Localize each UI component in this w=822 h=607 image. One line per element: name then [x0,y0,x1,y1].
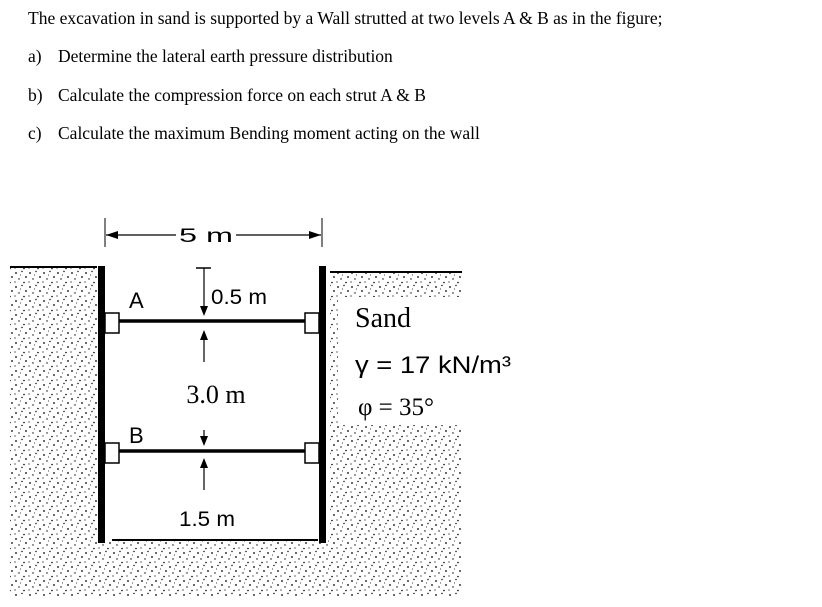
strut-b-label: B [129,423,144,448]
soil-bottom [97,540,330,596]
top-offset-label: 0.5 m [211,286,267,309]
strut-b-right-plate [305,443,319,463]
strut-a-right-plate [305,313,319,333]
part-a-marker: a) [28,46,42,66]
left-wall [98,266,105,543]
question-part-c [28,123,480,144]
friction-angle-label: φ = 35° [358,394,435,421]
unit-weight-label: γ = 17 kN/m³ [355,352,512,379]
strut-b-left-plate [105,443,119,463]
top-offset-arrow [200,306,208,316]
strut-a-left-plate [105,313,119,333]
spacing-arrow-up [200,330,208,340]
width-arrow-right [309,231,321,239]
excavation-figure [0,200,822,607]
spacing-label: 3.0 m [186,380,246,409]
strut-a-label: A [129,288,144,313]
question-part-b [28,85,426,106]
soil-name: Sand [355,303,411,334]
right-wall [319,266,326,543]
part-b-text: Calculate the compression force on each strut A & B [58,85,426,105]
soil-left [10,266,97,596]
bottom-label: 1.5 m [179,508,235,531]
part-c-marker: c) [28,123,42,143]
width-label: 5 m [179,226,233,247]
part-c-text: Calculate the maximum Bending moment acting on the wall [58,123,480,143]
question-part-a [28,46,393,67]
part-b-marker: b) [28,85,43,105]
spacing-arrow-down [200,436,208,446]
question-intro: The excavation in sand is supported by a Wall strutted at two levels A & B as in the figure; [28,8,663,28]
bottom-arrow [200,458,208,468]
width-arrow-left [106,231,118,239]
part-a-text: Determine the lateral earth pressure distribution [58,46,393,66]
